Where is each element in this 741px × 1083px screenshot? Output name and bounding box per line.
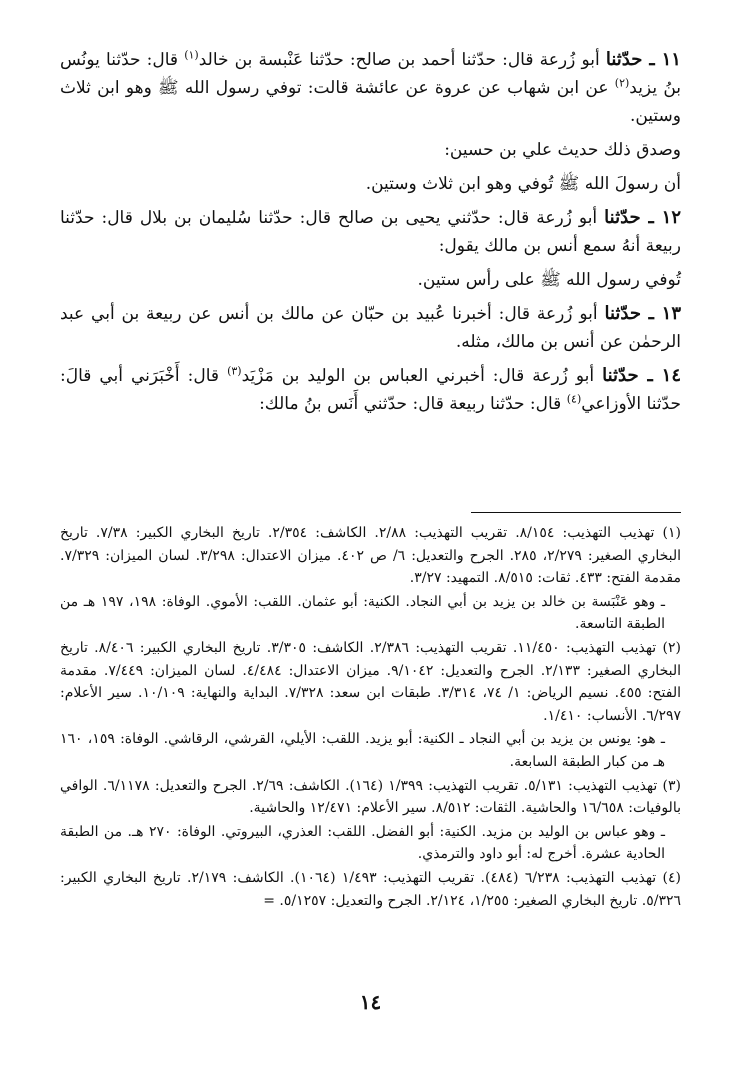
hadith-text: قال: حدّثنا يونُس بنُ يزيد xyxy=(60,50,681,98)
hadith-text: قال: أَخْبَرَني أبي قالَ: حدّثنا الأوزاعي xyxy=(60,366,681,414)
footnote xyxy=(60,522,681,590)
footnote-marker: (١) xyxy=(184,48,199,62)
footnote-number: (١) xyxy=(654,525,681,541)
footnote-text: ـ هو: يونس بن يزيد بن أبي النجاد ـ الكنية: أبو يزيد. اللقب: الأيلي، القرشي، الرقاشي. الوفاة: ١٥٩، ١٦٠ هـ من كبار الطبقة السابعة. xyxy=(60,731,665,770)
hadith-keyword: حدّثنا xyxy=(604,303,641,324)
page-number: ١٤ xyxy=(359,990,382,1014)
footnote xyxy=(60,637,681,727)
footnote-number: (٢) xyxy=(656,639,681,656)
hadith-paragraph xyxy=(60,204,681,260)
hadith-keyword: حدّثنا xyxy=(604,207,641,228)
hadith-number: ١١ ـ xyxy=(642,49,681,70)
footnote-number: (٤) xyxy=(656,869,681,886)
footnotes xyxy=(60,522,681,913)
hadith-text: عن ابن شهاب عن عروة عن عائشة قالت: توفي رسول الله ﷺ وهو ابن ثلاث وستين. xyxy=(60,78,681,126)
hadith-number: ١٤ ـ xyxy=(638,365,681,386)
narration-paragraph xyxy=(60,136,681,164)
hadith-text: أن رسولَ الله ﷺ تُوفي وهو ابن ثلاث وستين. xyxy=(365,174,681,194)
hadith-number: ١٣ ـ xyxy=(640,303,682,324)
footnote-marker: (٢) xyxy=(614,76,630,90)
footnote xyxy=(60,775,681,820)
hadith-paragraph xyxy=(60,300,681,356)
hadith-text: تُوفي رسول الله ﷺ على رأس ستين. xyxy=(417,270,681,290)
hadith-text: وصدق ذلك حديث علي بن حسين: xyxy=(444,140,681,160)
hadith-keyword: حدّثنا xyxy=(605,49,643,70)
footnote-text: تهذيب التهذيب: ١١/٤٥٠. تقريب التهذيب: ٢/٣٨٦. الكاشف: ٣/٣٠٥. تاريخ البخاري الكبير: ٨/٤٠٦. تاريخ البخاري الصغير: ٢/١٣٣. الجرح والتعديل: ٩/١٠٤٢. ميزان الاعتدال: ٤/٤٨٤. لسان الميزان: ٧/٤٤٩. مقدمة الفتح: ٤٥٥. نسيم الرياض: ١/ ٧٤، ٣/٣١٤. طبقات ابن سعد: ٧/٣٢٨. البداية والنهاية: ١٠/١٠٩. سير الأعلام: ٦/٢٩٧. الأنساب: ١/٤١٠. xyxy=(60,639,682,724)
hadith-paragraph xyxy=(60,46,681,130)
footnote-biography xyxy=(60,591,681,636)
hadith-paragraph xyxy=(60,362,681,418)
footnote xyxy=(60,867,681,912)
main-text xyxy=(60,46,681,418)
footnote-text: تهذيب التهذيب: ٥/١٣١. تقريب التهذيب: ١/٣٩٩ (١٦٤). الكاشف: ٢/٦٩. الجرح والتعديل: ٦/١١٧٨. الوافي بالوفيات: ١٦/٦٥٨ والحاشية. الثقات: ٨/٥١٢. سير الأعلام: ١٢/٤٧١ والحاشية. xyxy=(60,777,681,817)
hadith-text: أبو زُرعة قال: أخبرني العباس بن الوليد بن مَزْيَد xyxy=(241,366,603,386)
footnote-number: (٣) xyxy=(657,777,681,794)
footnote-biography xyxy=(60,728,681,773)
footnote-biography xyxy=(60,821,681,866)
footnote-text: ـ وهو عَنْبَسة بن خالد بن يزيد بن أبي النجاد. الكنية: أبو عثمان. اللقب: الأموي. الوفاة: ١٩٨، ١٩٧ هـ من الطبقة التاسعة. xyxy=(60,593,666,633)
footnote-text: تهذيب التهذيب: ٨/١٥٤. تقريب التهذيب: ٢/٨٨. الكاشف: ٢/٣٥٤. تاريخ البخاري الكبير: ٧/٣٨. تاريخ البخاري الصغير: ٢/٢٧٩، ٢٨٥. الجرح والتعديل: ٦/ ص ٤٠٢. ميزان الاعتدال: ٣/٢٩٨. لسان الميزان: ٧/٣٢٩. مقدمة الفتح: ٤٣٣. ثقات: ٨/٥١٥. التمهيد: ٣/٢٧. xyxy=(60,525,681,587)
footnote-text: تهذيب التهذيب: ٦/٢٣٨ (٤٨٤). تقريب التهذيب: ١/٤٩٣ (١٠٦٤). الكاشف: ٢/١٧٩. تاريخ البخاري الكبير: ٥/٣٢٦. تاريخ البخاري الصغير: ١/٢٥٥، ٢/١٢٤. الجرح والتعديل: ٥/١٢٥٧. = xyxy=(60,869,681,909)
hadith-number: ١٢ ـ xyxy=(640,207,681,228)
footnote-marker: (٣) xyxy=(227,364,242,378)
narration-paragraph xyxy=(60,170,681,198)
footnote-marker: (٤) xyxy=(566,392,582,406)
narration-paragraph xyxy=(60,266,681,294)
hadith-text: أبو زُرعة قال: حدّثنا أحمد بن صالح: حدّثنا عَنْبسة بن خالد xyxy=(198,50,606,70)
hadith-keyword: حدّثنا xyxy=(602,365,639,386)
page xyxy=(60,40,681,1083)
footnote-separator xyxy=(471,512,681,513)
hadith-text: قال: حدّثنا ربيعة قال: حدّثني أَنَس بنُ مالك: xyxy=(259,394,567,414)
hadith-text: أبو زُرعة قال: حدّثني يحيى بن صالح قال: حدّثنا سُليمان بن بلال قال: حدّثنا ربيعة أنهُ سمع أنس بن مالك يقول: xyxy=(60,208,681,256)
hadith-text: أبو زُرعة قال: أخبرنا عُبيد بن حبّان عن مالك بن أنس عن ربيعة بن أبي عبد الرحمٰن عن أنس بن مالك، مثله. xyxy=(60,304,681,352)
footnote-text: ـ وهو عباس بن الوليد بن مزيد. الكنية: أبو الفضل. اللقب: العذري، البيروتي. الوفاة: ٢٧٠ هـ. من الطبقة الحادية عشرة. أخرج له: أبو داود والترمذي. xyxy=(60,823,665,863)
